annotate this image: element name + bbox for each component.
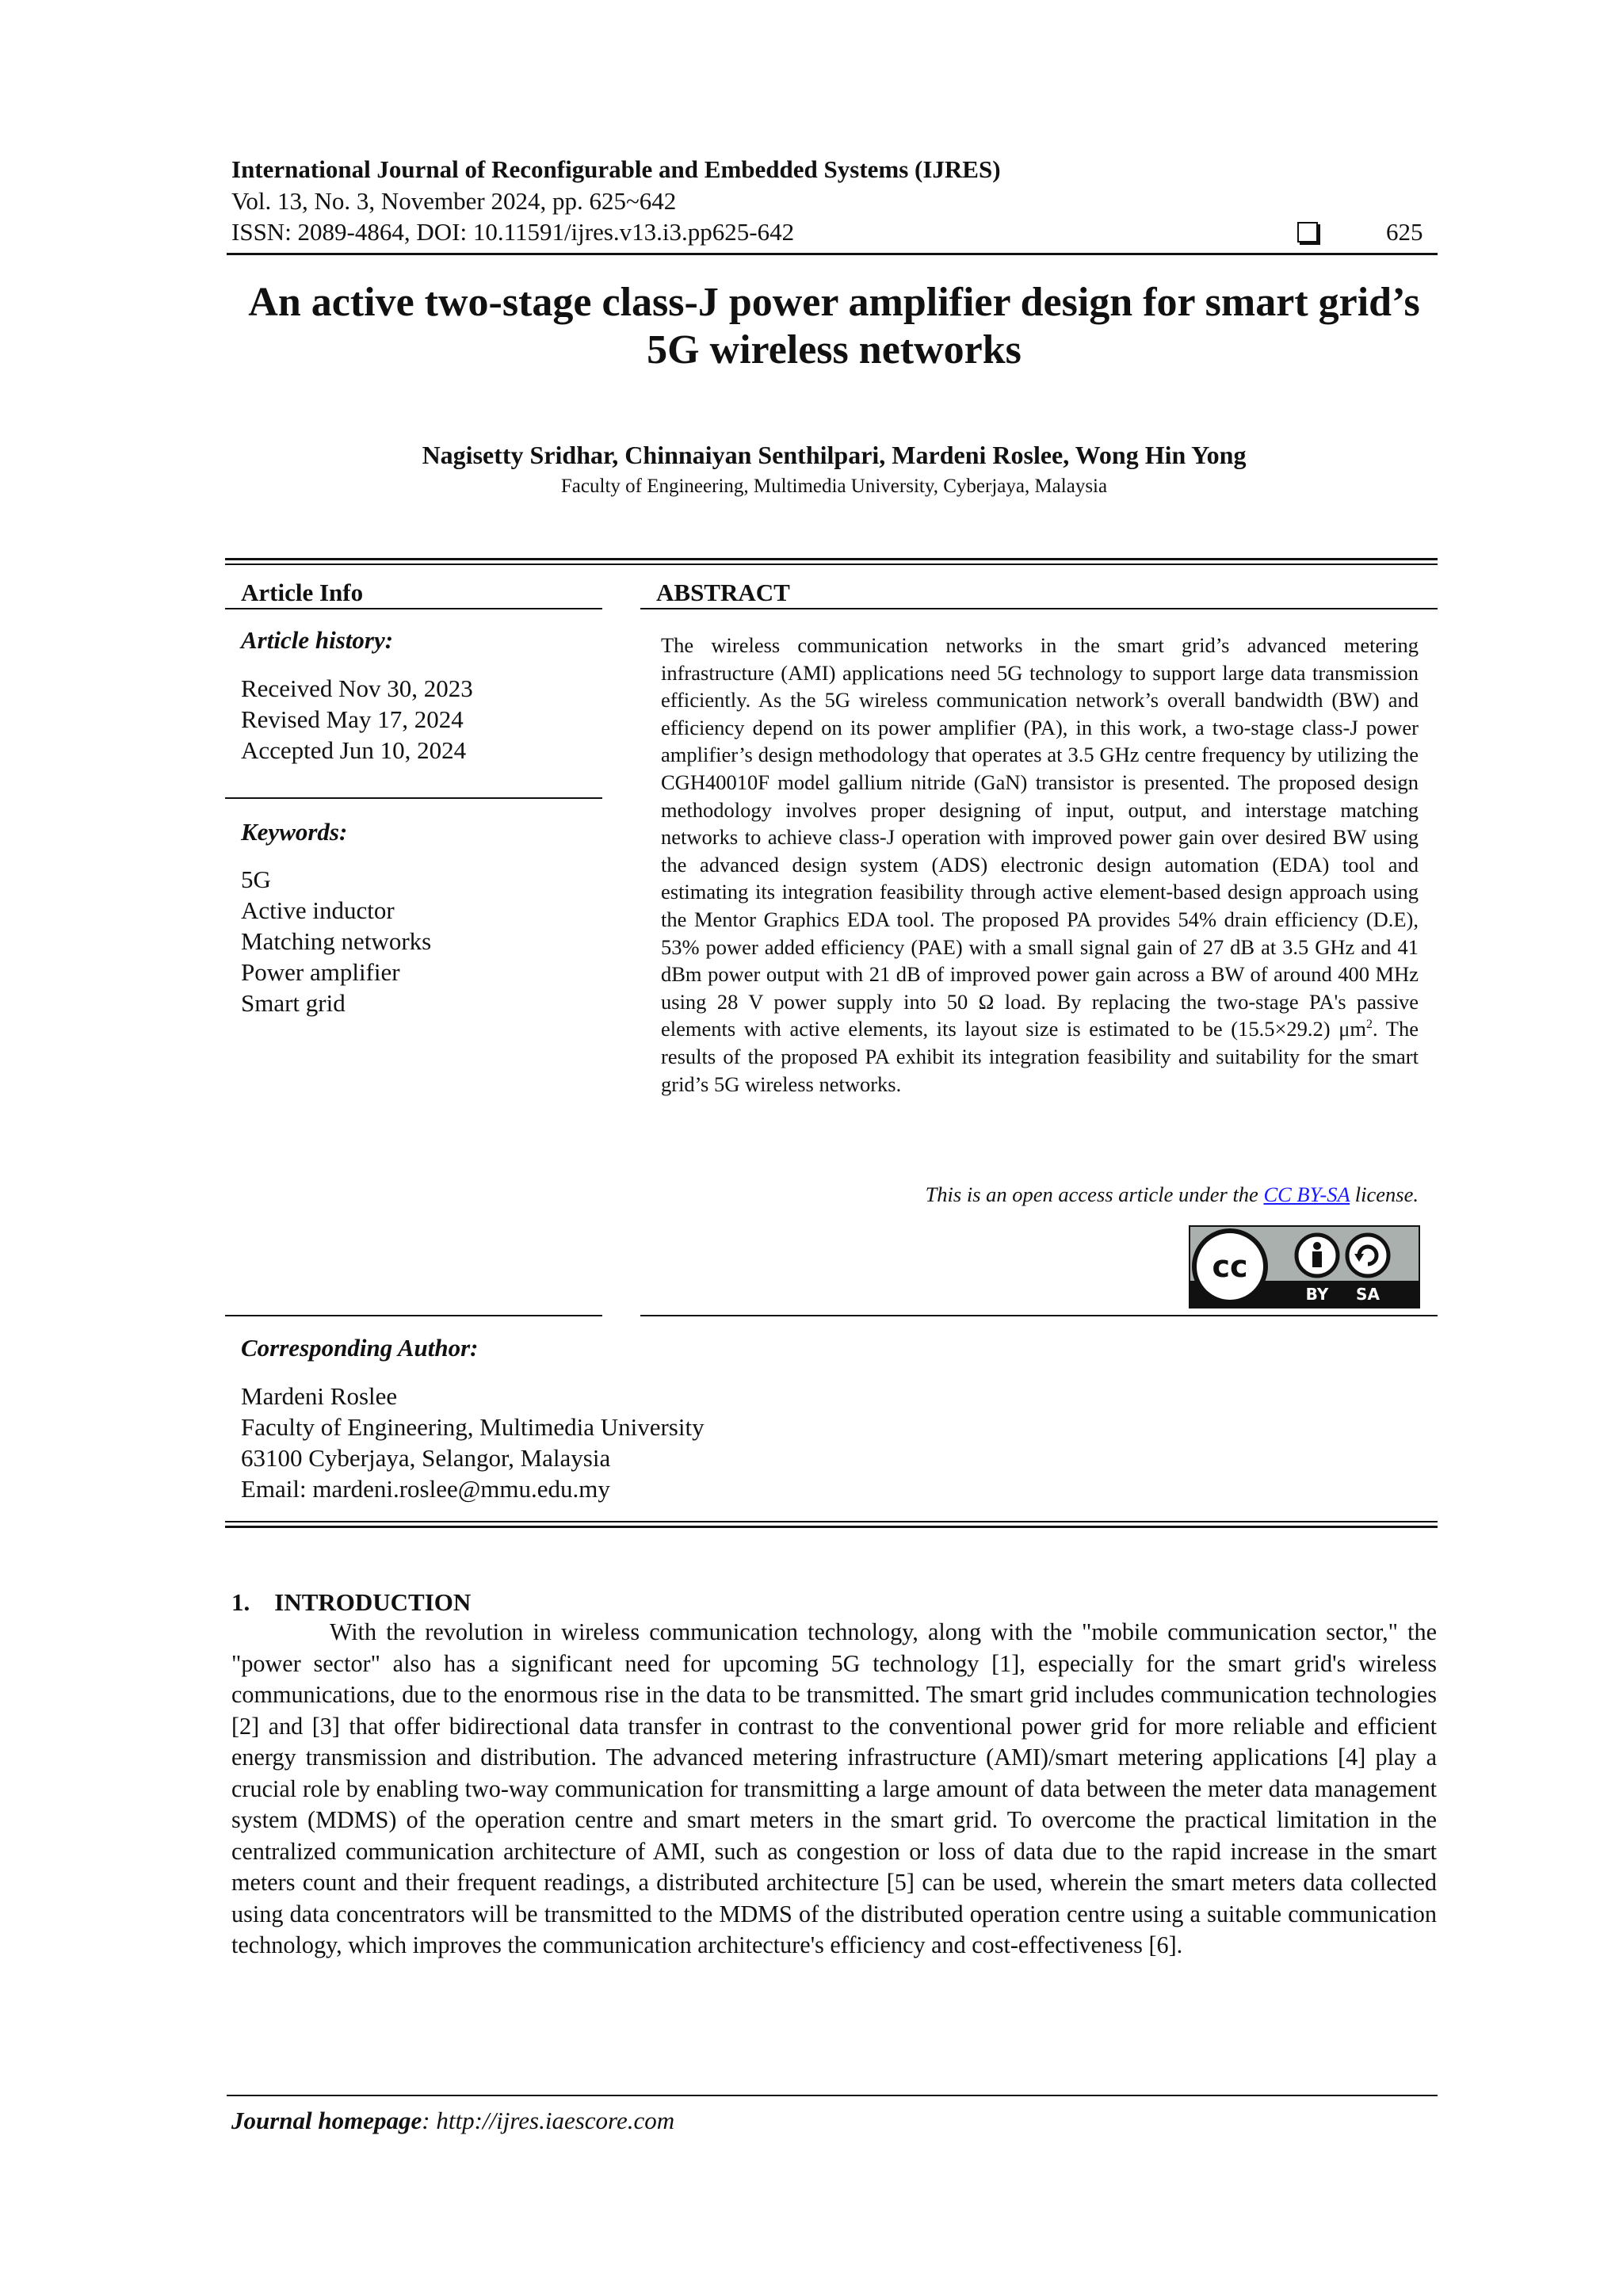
cc-by-sa-badge-icon[interactable]: [1189, 1225, 1420, 1308]
footer-rule: [227, 2095, 1438, 2096]
section-bottom-rule-inner: [225, 1526, 1438, 1528]
header-rule: [227, 253, 1438, 255]
article-history-heading: Article history:: [241, 626, 394, 654]
keywords-heading: Keywords:: [241, 818, 348, 846]
introduction-heading: 1. INTRODUCTION: [231, 1588, 472, 1616]
history-accepted: Accepted Jun 10, 2024: [241, 736, 467, 764]
paper-title: An active two-stage class-J power amplifier design for smart grid’s 5G wireless networks: [248, 280, 1420, 372]
author-list: Nagisetty Sridhar, Chinnaiyan Senthilpari, Mardeni Roslee, Wong Hin Yong: [422, 441, 1247, 469]
abstract-text: The wireless communication networks in the smart grid’s advanced metering infrastructure (AMI) applications need 5G technology to support large data transmission efficiently. As the 5G wireless communication network’s overall bandwidth (BW) and efficiency depend on its power amplifier (PA), in this work, a two-stage class-J power amplifier’s design methodology that operates at 3.5 GHz centre frequency by utilizing the CGH40010F model gallium nitride (GaN) transistor is presented. The proposed design methodology involves proper designing of input, output, and interstage matching networks to achieve class-J operation with improved power gain over desired BW using the advanced design system (ADS) electronic design automation (EDA) tool and estimating its integration feasibility through active element-based design approach using the Mentor Graphics EDA tool. The proposed PA provides 54% drain efficiency (D.E), 53% power added efficiency (PAE) with a small signal gain of 27 dB at 3.5 GHz and 41 dBm power output with 21 dB of improved power gain across a BW of around 400 MHz using 28 V power supply into 50 Ω load. By replacing the two-stage PA's passive elements with active elements, its layout size is estimated to be (15.5×29.2) $\mu m^2$. The results of the proposed PA exhibit its integration feasibility and suitability for the smart grid’s 5G wireless networks.: [661, 633, 1419, 1096]
page-number: 625: [1386, 218, 1423, 246]
keyword-item: 5G: [241, 865, 271, 893]
right-column-bottom-rule: [640, 1315, 1438, 1316]
keywords-rule: [225, 797, 602, 799]
corresponding-affiliation: Faculty of Engineering, Multimedia University: [241, 1413, 705, 1441]
journal-homepage: Journal homepage: http://ijres.iaescore.com: [231, 2107, 675, 2134]
introduction-body: With the revolution in wireless communication technology, along with the "mobile communication sector," the "power sector" also has a significant need for upcoming 5G technology [1], especially for the smart grid's wireless communications, due to the enormous rise in the data to be transmitted. The smart grid includes communication technologies [2] and [3] that offer bidirectional data transfer in contrast to the conventional power grid for more reliable and efficient energy transmission and distribution. The advanced metering infrastructure (AMI)/smart metering applications [4] play a crucial role by enabling two-way communication for transmitting a large amount of data between the meter data management system (MDMS) of the operation centre and smart meters in the smart grid. To overcome the practical limitation in the centralized communication architecture of AMI, such as congestion or loss of data due to the rapid increase in the smart meters count and their frequent readings, a distributed architecture [5] can be used, wherein the smart meters data collected using data concentrators will be transmitted to the MDMS of the distributed operation centre using a suitable communication technology, which improves the communication architecture's efficiency and cost-effectiveness [6].: [231, 1618, 1437, 1958]
cc-text: cc: [1212, 1249, 1248, 1284]
abstract-heading: ABSTRACT: [656, 579, 790, 606]
cc-by-sa-link[interactable]: CC BY-SA: [1263, 1182, 1350, 1206]
article-info-rule: [225, 608, 602, 609]
history-received: Received Nov 30, 2023: [241, 674, 473, 702]
homepage-url[interactable]: : http://ijres.iaescore.com: [422, 2107, 675, 2134]
checkbox-square-icon: [1297, 222, 1318, 243]
by-text: BY: [1305, 1285, 1329, 1304]
corresponding-address: 63100 Cyberjaya, Selangor, Malaysia: [241, 1444, 611, 1472]
article-info-heading: Article Info: [241, 579, 364, 606]
section-top-rule: [225, 558, 1438, 560]
corresponding-email: Email: mardeni.roslee@mmu.edu.my: [241, 1475, 610, 1503]
keyword-item: Power amplifier: [241, 958, 400, 986]
section-bottom-rule: [225, 1521, 1438, 1522]
corresponding-author-heading: Corresponding Author:: [241, 1334, 479, 1362]
abstract-rule: [640, 608, 1438, 609]
affiliation: Faculty of Engineering, Multimedia University, Cyberjaya, Malaysia: [560, 476, 1108, 497]
keyword-item: Matching networks: [241, 927, 432, 955]
license-statement: This is an open access article under the CC BY-SA license.: [925, 1182, 1419, 1206]
issn-doi: ISSN: 2089-4864, DOI: 10.11591/ijres.v13.i3.pp625-642: [231, 218, 795, 246]
journal-name: International Journal of Reconfigurable and Embedded Systems (IJRES): [231, 155, 1001, 183]
keyword-item: Smart grid: [241, 989, 346, 1017]
left-column-bottom-rule: [225, 1315, 602, 1316]
corresponding-name: Mardeni Roslee: [241, 1382, 398, 1410]
volume-info: Vol. 13, No. 3, November 2024, pp. 625~642: [231, 187, 677, 215]
history-revised: Revised May 17, 2024: [241, 705, 464, 733]
keyword-item: Active inductor: [241, 896, 395, 924]
sa-text: SA: [1356, 1285, 1380, 1304]
section-top-rule-inner: [225, 563, 1438, 565]
